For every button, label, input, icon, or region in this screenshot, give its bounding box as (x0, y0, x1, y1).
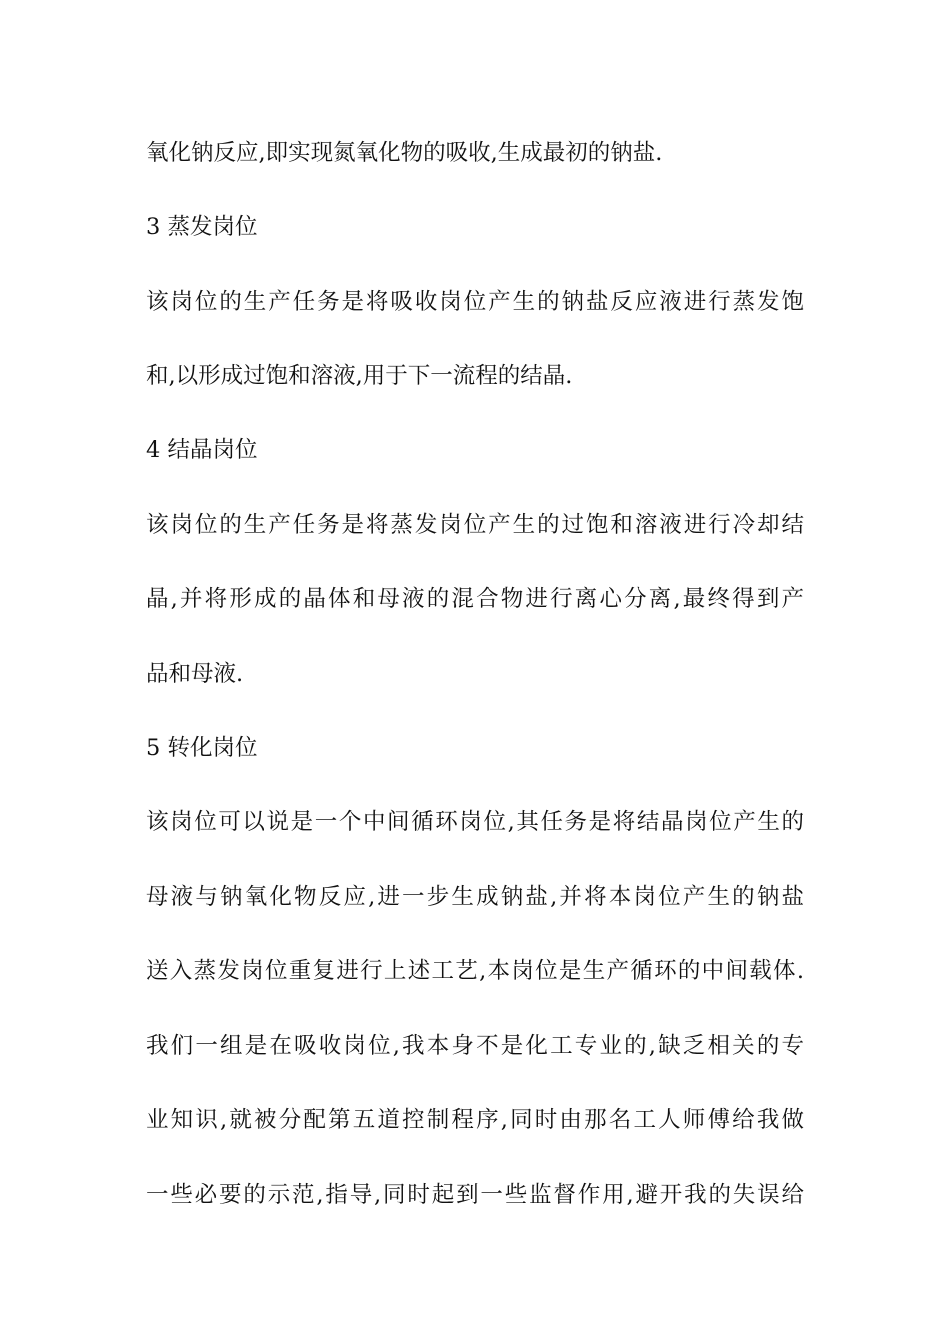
section-heading-conversion: 5 转化岗位 (146, 735, 258, 761)
paragraph-line: 该岗位的生产任务是将吸收岗位产生的钠盐反应液进行蒸发饱 (146, 289, 804, 315)
paragraph-line: 送入蒸发岗位重复进行上述工艺,本岗位是生产循环的中间载体. (146, 958, 804, 984)
paragraph-line: 业知识,就被分配第五道控制程序,同时由那名工人师傅给我做 (146, 1107, 804, 1133)
paragraph-line: 我们一组是在吸收岗位,我本身不是化工专业的,缺乏相关的专 (146, 1033, 804, 1059)
paragraph-line: 一些必要的示范,指导,同时起到一些监督作用,避开我的失误给 (146, 1182, 804, 1208)
paragraph-line: 氧化钠反应,即实现氮氧化物的吸收,生成最初的钠盐. (146, 140, 663, 166)
section-heading-evaporation: 3 蒸发岗位 (146, 214, 258, 240)
paragraph-line: 该岗位可以说是一个中间循环岗位,其任务是将结晶岗位产生的 (146, 809, 804, 835)
paragraph-line: 和,以形成过饱和溶液,用于下一流程的结晶. (146, 363, 573, 389)
paragraph-line: 该岗位的生产任务是将蒸发岗位产生的过饱和溶液进行冷却结 (146, 512, 804, 538)
paragraph-line: 母液与钠氧化物反应,进一步生成钠盐,并将本岗位产生的钠盐 (146, 884, 804, 910)
paragraph-line: 晶,并将形成的晶体和母液的混合物进行离心分离,最终得到产 (146, 586, 804, 612)
section-heading-crystallization: 4 结晶岗位 (146, 437, 258, 463)
paragraph-line: 品和母液. (146, 661, 244, 687)
